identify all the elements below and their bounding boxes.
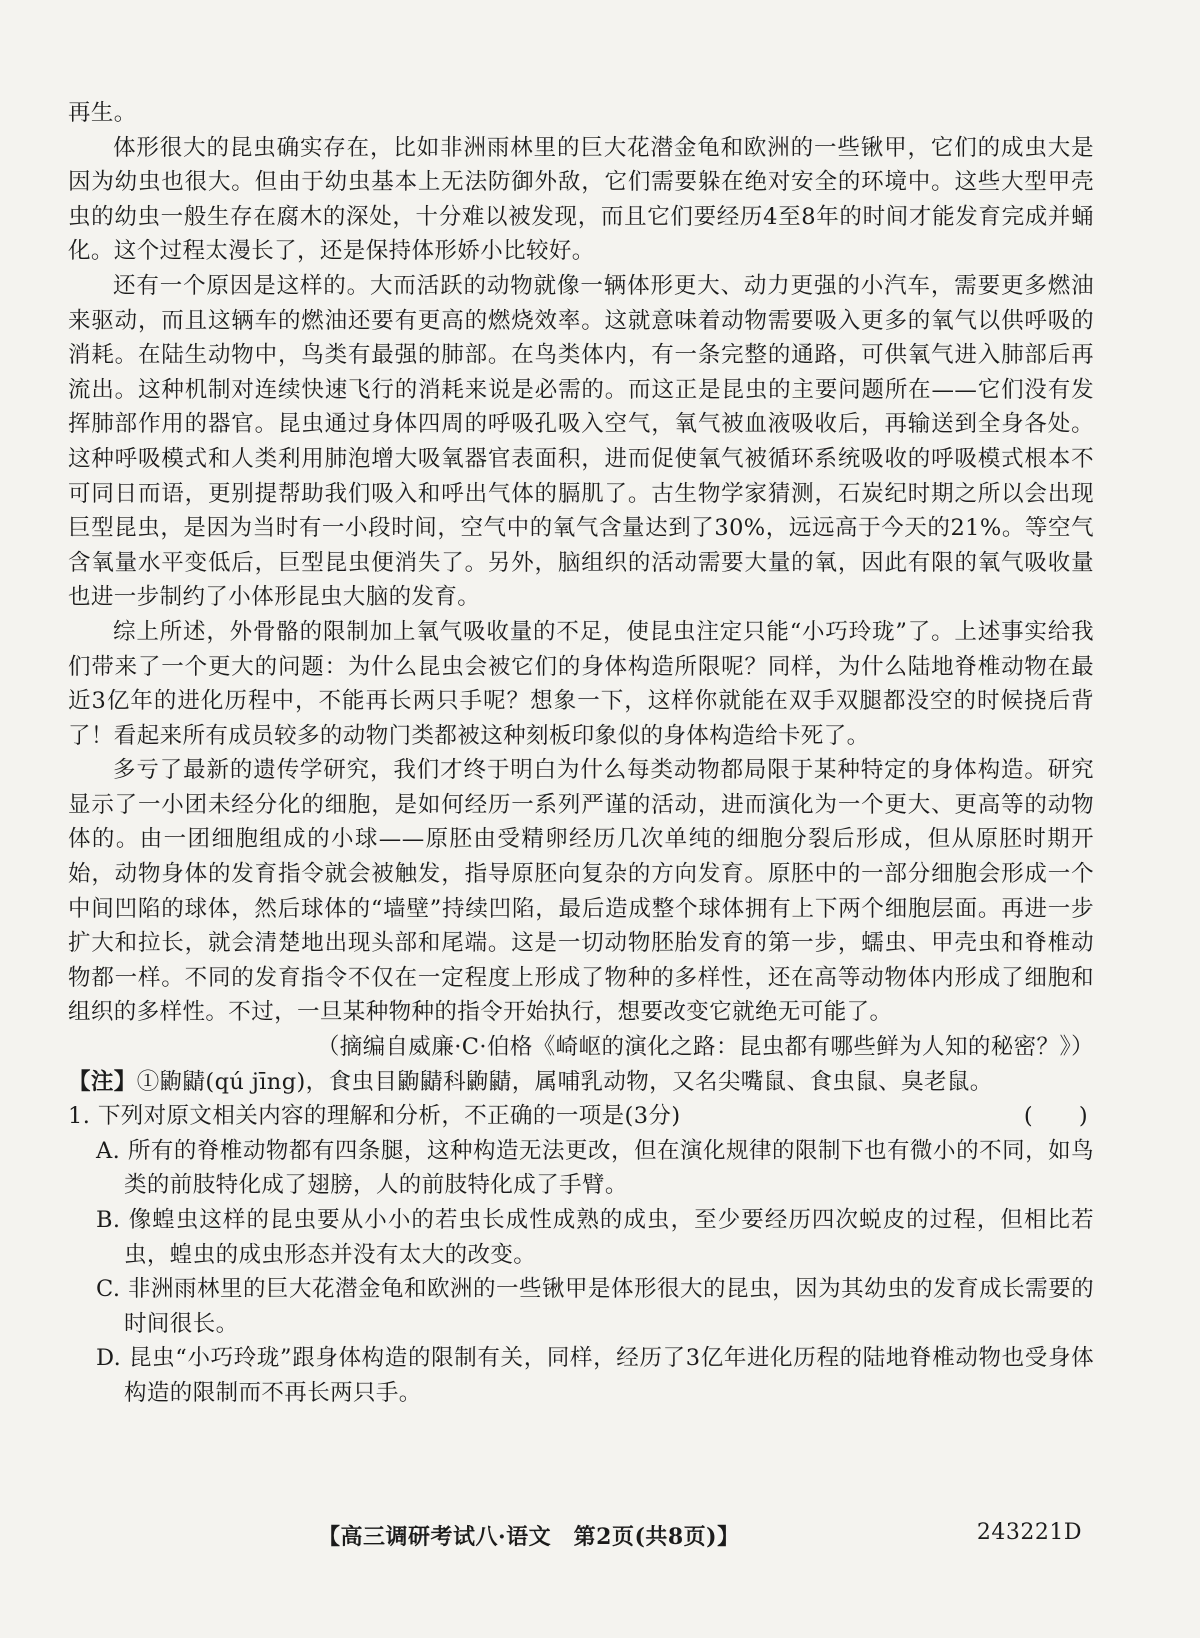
paragraph: 综上所述，外骨骼的限制加上氧气吸收量的不足，使昆虫注定只能“小巧玲珑”了。上述事实给我们带来了一个更大的问题：为什么昆虫会被它们的身体构造所限呢？同样，为什么陆地脊椎动物在最近3亿年的进化历程中，不能再长两只手呢？想象一下，这样你就能在双手双腿都没空的时候挠后背了！看起来所有成员较多的动物门类都被这种刻板印象似的身体构造给卡死了。 bbox=[68, 618, 1094, 749]
question-text: 1. 下列对原文相关内容的理解和分析，不正确的一项是(3分) bbox=[68, 1103, 681, 1130]
footer-title: 【高三调研考试八·语文 第2页(共8页)】 bbox=[318, 1524, 740, 1550]
paragraph: 再生。 bbox=[68, 100, 137, 126]
page-footer bbox=[0, 1520, 1200, 1560]
annotation-note bbox=[68, 1065, 1094, 1100]
paragraph: 体形很大的昆虫确实存在，比如非洲雨林里的巨大花潜金龟和欧洲的一些锹甲，它们的成虫大是因为幼虫也很大。但由于幼虫基本上无法防御外敌，它们需要躲在绝对安全的环境中。这些大型甲壳虫的幼虫一般生存在腐木的深处，十分难以被发现，而且它们要经历4至8年的时间才能发育完成并蛹化。这个过程太漫长了，还是保持体形娇小比较好。 bbox=[68, 134, 1094, 265]
paragraph: 多亏了最新的遗传学研究，我们才终于明白为什么每类动物都局限于某种特定的身体构造。研究显示了一小团未经分化的细胞，是如何经历一系列严谨的活动，进而演化为一个更大、更高等的动物体的。由一团细胞组成的小球——原胚由受精卵经历几次单纯的细胞分裂后形成，但从原胚时期开始，动物身体的发育指令就会被触发，指导原胚向复杂的方向发育。原胚中的一部分细胞会形成一个中间凹陷的球体，然后球体的“墙壁”持续凹陷，最后造成整个球体拥有上下两个细胞层面。再进一步扩大和拉长，就会清楚地出现头部和尾端。这是一切动物胚胎发育的第一步，蠕虫、甲壳虫和脊椎动物都一样。不同的发育指令不仅在一定程度上形成了物种的多样性，还在高等动物体内形成了细胞和组织的多样性。不过，一旦某种物种的指令开始执行，想要改变它就绝无可能了。 bbox=[68, 757, 1094, 1026]
note-tag: 【注】 bbox=[68, 1068, 137, 1095]
answer-blank: ( ) bbox=[1023, 1103, 1088, 1130]
exam-code: 243221D bbox=[976, 1520, 1082, 1545]
option-c: C. 非洲雨林里的巨大花潜金龟和欧洲的一些锹甲是体形很大的昆虫，因为其幼虫的发育成长需要的时间很长。 bbox=[96, 1276, 1094, 1337]
paragraph: 还有一个原因是这样的。大而活跃的动物就像一辆体形更大、动力更强的小汽车，需要更多燃油来驱动，而且这辆车的燃油还要有更高的燃烧效率。这就意味着动物需要吸入更多的氧气以供呼吸的消耗。在陆生动物中，鸟类有最强的肺部。在鸟类体内，有一条完整的通路，可供氧气进入肺部后再流出。这种机制对连续快速飞行的消耗来说是必需的。而这正是昆虫的主要问题所在——它们没有发挥肺部作用的器官。昆虫通过身体四周的呼吸孔吸入空气，氧气被血液吸收后，再输送到全身各处。这种呼吸模式和人类利用肺泡增大吸氧器官表面积，进而促使氧气被循环系统吸收的呼吸模式根本不可同日而语，更别提帮助我们吸入和呼出气体的膈肌了。古生物学家猜测，石炭纪时期之所以会出现巨型昆虫，是因为当时有一小段时间，空气中的氧气含量达到了30%，远远高于今天的21%。等空气含氧量水平变低后，巨型昆虫便消失了。另外，脑组织的活动需要大量的氧，因此有限的氧气吸收量也进一步制约了小体形昆虫大脑的发育。 bbox=[68, 272, 1094, 611]
question-stem bbox=[68, 1099, 1094, 1134]
reading-passage bbox=[68, 96, 1094, 1411]
source-citation: （摘编自威廉·C·伯格《崎岖的演化之路：昆虫都有哪些鲜为人知的秘密？》） bbox=[316, 1034, 1094, 1061]
option-a: A. 所有的脊椎动物都有四条腿，这种构造无法更改，但在演化规律的限制下也有微小的不同，如鸟类的前肢特化成了翅膀，人的前肢特化成了手臂。 bbox=[96, 1137, 1094, 1199]
note-text: ①鼩鼱(qú jīng)，食虫目鼩鼱科鼩鼱，属哺乳动物，又名尖嘴鼠、食虫鼠、臭老鼠。 bbox=[136, 1068, 993, 1095]
option-d: D. 昆虫“小巧玲珑”跟身体构造的限制有关，同样，经历了3亿年进化历程的陆地脊椎动物也受身体构造的限制而不再长两只手。 bbox=[96, 1345, 1094, 1406]
option-b: B. 像蝗虫这样的昆虫要从小小的若虫长成性成熟的成虫，至少要经历四次蜕皮的过程，但相比若虫，蝗虫的成虫形态并没有太大的改变。 bbox=[96, 1207, 1094, 1268]
